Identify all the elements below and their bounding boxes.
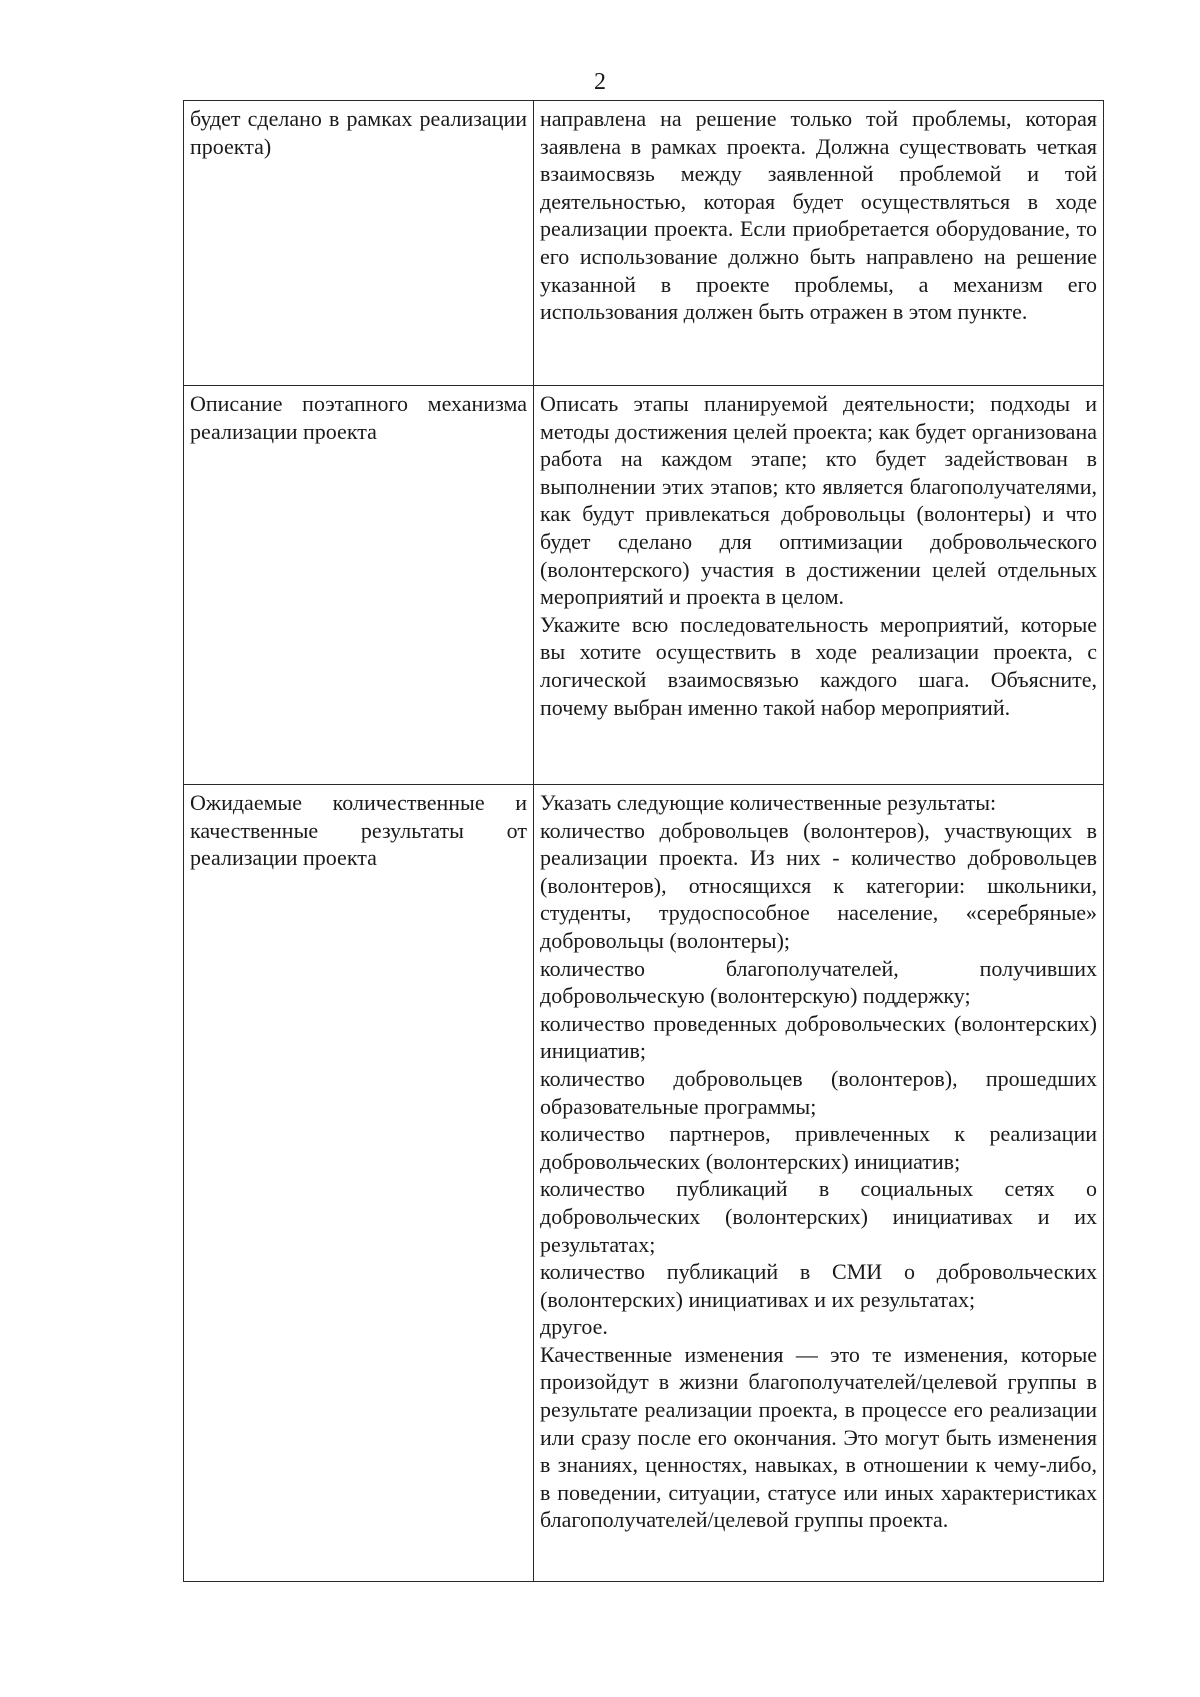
list-item: другое.	[540, 1314, 608, 1340]
paragraph: Описать этапы планируемой деятельности; подходы и методы достижения целей проекта; как будет организована работа на каждом этапе; кто будет задействован в выполнении этих этапов; кто является благополучателями, как будут привлекаться добровольцы (волонтеры) и что будет сделано для оптимизации добровольческого (волонтерского) участия в достижении целей отдельных мероприятий и проекта в целом.	[540, 391, 1097, 610]
paragraph: Качественные изменения — это те изменения, которые произойдут в жизни благополучателей/целевой группы в результате реализации проекта, в процессе его реализации или сразу после его окончания. Это могут быть изменения в знаниях, ценностях, навыках, в отношении к чему-либо, в поведении, ситуации, статусе или иных характеристиках благополучателей/целевой группы проекта.	[540, 1341, 1097, 1533]
paragraph: направлена на решение только той проблемы, которая заявлена в рамках проекта. Должна существовать четкая взаимосвязь между заявленной проблемой и той деятельностью, которая будет осуществляться в ходе реализации проекта. Если приобретается оборудование, то его использование должно быть направлено на решение указанной в проекте проблемы, а механизм его использования должен быть отражен в этом пункте.	[540, 106, 1097, 325]
list-item: количество добровольцев (волонтеров), прошедших образовательные программы;	[540, 1065, 1097, 1119]
row-description	[534, 386, 1104, 785]
row-label: Описание поэтапного механизма реализации проекта	[184, 386, 534, 785]
paragraph: Укажите всю последовательность мероприятий, которые вы хотите осуществить в ходе реализации проекта, с логической взаимосвязью каждого шага. Объясните, почему выбран именно такой набор мероприятий.	[540, 611, 1097, 720]
page-number: 2	[594, 69, 606, 95]
row-description	[534, 785, 1104, 1582]
list-item: количество партнеров, привлеченных к реализации добровольческих (волонтерских) инициатив;	[540, 1121, 1097, 1174]
list-item: количество публикаций в СМИ о добровольческих (волонтерских) инициативах и их результатах;	[540, 1259, 1097, 1312]
list-item: количество публикаций в социальных сетях о добровольческих (волонтерских) инициативах и их результатах;	[540, 1176, 1097, 1257]
row-label: будет сделано в рамках реализации проекта)	[184, 101, 534, 386]
list-item: количество благополучателей, получивших добровольческую (волонтерскую) поддержку;	[540, 955, 1097, 1009]
paragraph: Указать следующие количественные результаты:	[540, 790, 997, 815]
table-row	[184, 101, 1104, 386]
table-row	[184, 785, 1104, 1582]
list-item: количество проведенных добровольческих (волонтерских) инициатив;	[540, 1010, 1097, 1064]
row-description	[534, 101, 1104, 386]
requirements-table	[183, 100, 1104, 1582]
row-label: Ожидаемые количественные и качественные результаты от реализации проекта	[184, 785, 534, 1582]
table-row	[184, 386, 1104, 785]
list-item: количество добровольцев (волонтеров), участвующих в реализации проекта. Из них - количество добровольцев (волонтеров), относящихся к категории: школьники, студенты, трудоспособное население, «серебряные» добровольцы (волонтеры);	[540, 817, 1097, 953]
